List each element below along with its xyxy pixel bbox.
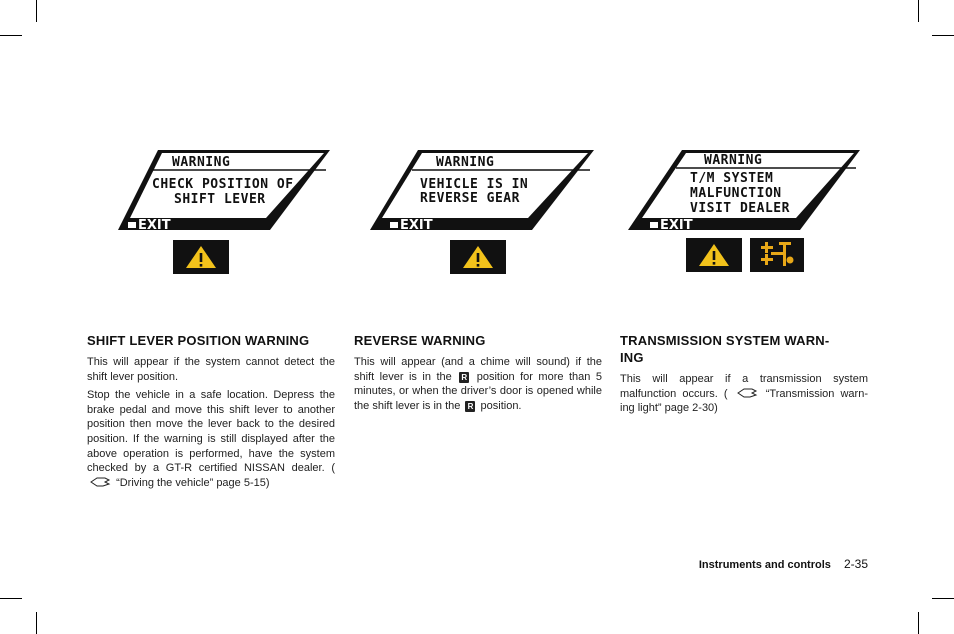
section-title-line: TRANSMISSION SYSTEM WARN- xyxy=(620,333,830,348)
crop-mark xyxy=(0,598,22,599)
section-title xyxy=(620,332,868,366)
crop-mark xyxy=(932,35,954,36)
reference-link[interactable]: “Driving the vehicle” page 5-15) xyxy=(116,476,270,489)
warning-triangle-icon xyxy=(450,240,506,274)
display-line: SHIFT LEVER xyxy=(174,192,266,207)
display-header: WARNING xyxy=(172,155,231,170)
warning-triangle-icon xyxy=(686,238,742,272)
exit-arrow-icon xyxy=(650,222,658,228)
transmission-display-graphic xyxy=(622,140,872,305)
display-screen xyxy=(360,148,600,238)
crop-mark xyxy=(918,0,919,22)
page-number: 2-35 xyxy=(843,557,868,571)
display-screen xyxy=(622,148,862,238)
reference-hand-icon xyxy=(89,476,111,488)
body-paragraph xyxy=(620,372,868,416)
warning-triangle-icon xyxy=(173,240,229,274)
page-footer xyxy=(699,557,868,571)
crop-mark xyxy=(0,35,22,36)
display-screen xyxy=(110,148,340,238)
crop-mark xyxy=(36,0,37,22)
body-paragraph xyxy=(354,355,602,413)
display-exit: EXIT xyxy=(660,218,693,233)
display-line: T/M SYSTEM xyxy=(690,171,774,186)
crop-mark xyxy=(36,612,37,634)
display-line: MALFUNCTION xyxy=(690,186,782,201)
display-line: REVERSE GEAR xyxy=(420,191,520,206)
reverse-r-badge: R xyxy=(459,372,469,383)
section-shift-lever-warning xyxy=(87,332,335,494)
transmission-icon xyxy=(750,238,804,272)
display-header: WARNING xyxy=(704,153,763,168)
body-paragraph: This will appear if the system cannot detect the shift lever position. xyxy=(87,356,335,383)
display-line: VEHICLE IS IN xyxy=(420,177,529,192)
display-header: WARNING xyxy=(436,155,495,170)
crop-mark xyxy=(918,612,919,634)
display-line: CHECK POSITION OF xyxy=(152,177,294,192)
section-transmission-warning xyxy=(620,332,868,420)
crop-mark xyxy=(932,598,954,599)
section-title: REVERSE WARNING xyxy=(354,333,486,348)
display-line: VISIT DEALER xyxy=(690,201,790,216)
body-text: Stop the vehicle in a safe location. Depress the brake pedal and move this shift lever to another position then move the lever back to the desired position. If the warning is still displayed after the above operation is performed, have the system checked by a GT-R certified NISSAN dealer. xyxy=(87,389,335,475)
reference-open: ( xyxy=(331,462,335,475)
body-text: This will appear (and a chime will sound) if the shift lever is in the xyxy=(354,356,602,383)
body-text: position for more than 5 minutes, or when the driver’s door is opened while the shift lever is in the xyxy=(354,370,602,412)
body-paragraph xyxy=(87,388,335,490)
section-reverse-warning xyxy=(354,332,602,417)
section-title-line: ING xyxy=(620,350,644,365)
display-exit: EXIT xyxy=(138,218,171,233)
footer-section: Instruments and controls xyxy=(698,559,831,571)
section-title: SHIFT LEVER POSITION WARNING xyxy=(87,333,310,348)
body-text: position. xyxy=(480,399,522,412)
reverse-r-badge: R xyxy=(465,401,475,412)
shift-lever-display-graphic xyxy=(110,140,360,305)
exit-arrow-icon xyxy=(390,222,398,228)
body-text: This will appear if a transmission system malfunction occurs. ( xyxy=(620,373,868,400)
reference-hand-icon xyxy=(736,387,758,399)
display-exit: EXIT xyxy=(400,218,433,233)
exit-arrow-icon xyxy=(128,222,136,228)
reverse-display-graphic xyxy=(360,140,610,305)
reference-link[interactable]: “Transmission warn- ing light” page 2-30) xyxy=(620,387,868,415)
